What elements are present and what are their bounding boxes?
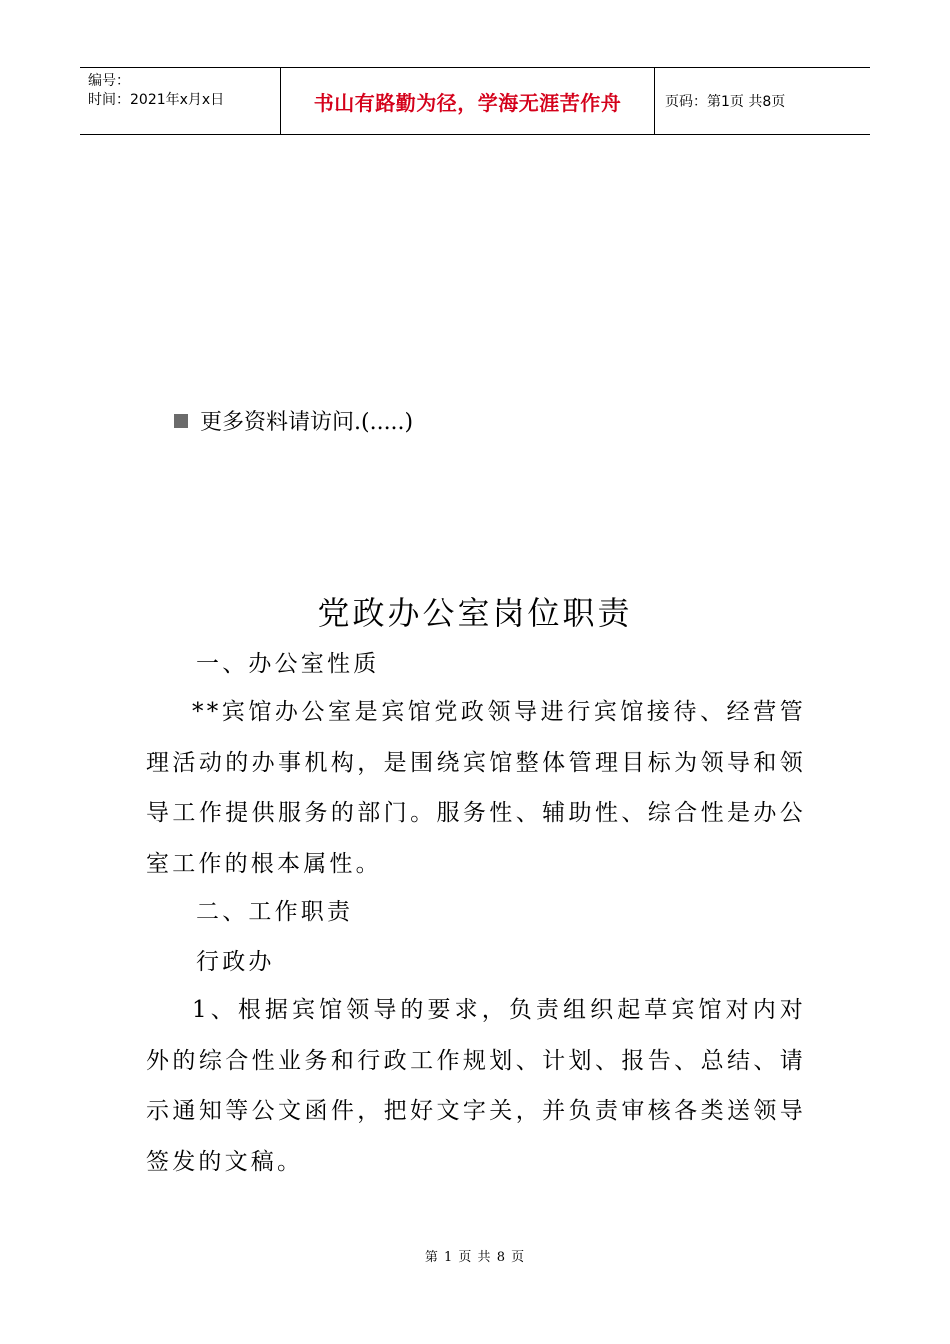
paragraph-duty-1: 1、根据宾馆领导的要求，负责组织起草宾馆对内对外的综合性业务和行政工作规划、计划、报告、总结、请示通知等公文函件，把好文字关，并负责审核各类送领导签发的文稿。 [146, 997, 806, 1175]
header-table [80, 67, 870, 135]
header-meta-cell [80, 68, 281, 134]
paragraph-office-nature: **宾馆办公室是宾馆党政领导进行宾馆接待、经营管理活动的办事机构，是围绕宾馆整体管理目标为领导和领导工作提供服务的部门。服务性、辅助性、综合性是办公室工作的根本属性。 [146, 699, 806, 877]
more-info-line [174, 405, 413, 436]
subheading-admin-office: 行政办 [196, 949, 275, 975]
header-page-info: 页码：第1页 共8页 [665, 94, 786, 110]
header-motto: 书山有路勤为径，学海无涯苦作舟 [281, 68, 655, 134]
serial-label: 编号： [88, 73, 130, 89]
section-heading-nature: 一、办公室性质 [196, 651, 380, 677]
square-bullet-icon [174, 414, 188, 428]
more-info-text: 更多资料请访问.(.....) [200, 410, 414, 435]
document-title: 党政办公室岗位职责 [317, 594, 633, 632]
section-heading-duties: 二、工作职责 [196, 899, 354, 925]
page-footer: 第 1 页 共 8 页 [424, 1250, 526, 1265]
time-label: 时间：2021年x月x日 [88, 92, 225, 108]
